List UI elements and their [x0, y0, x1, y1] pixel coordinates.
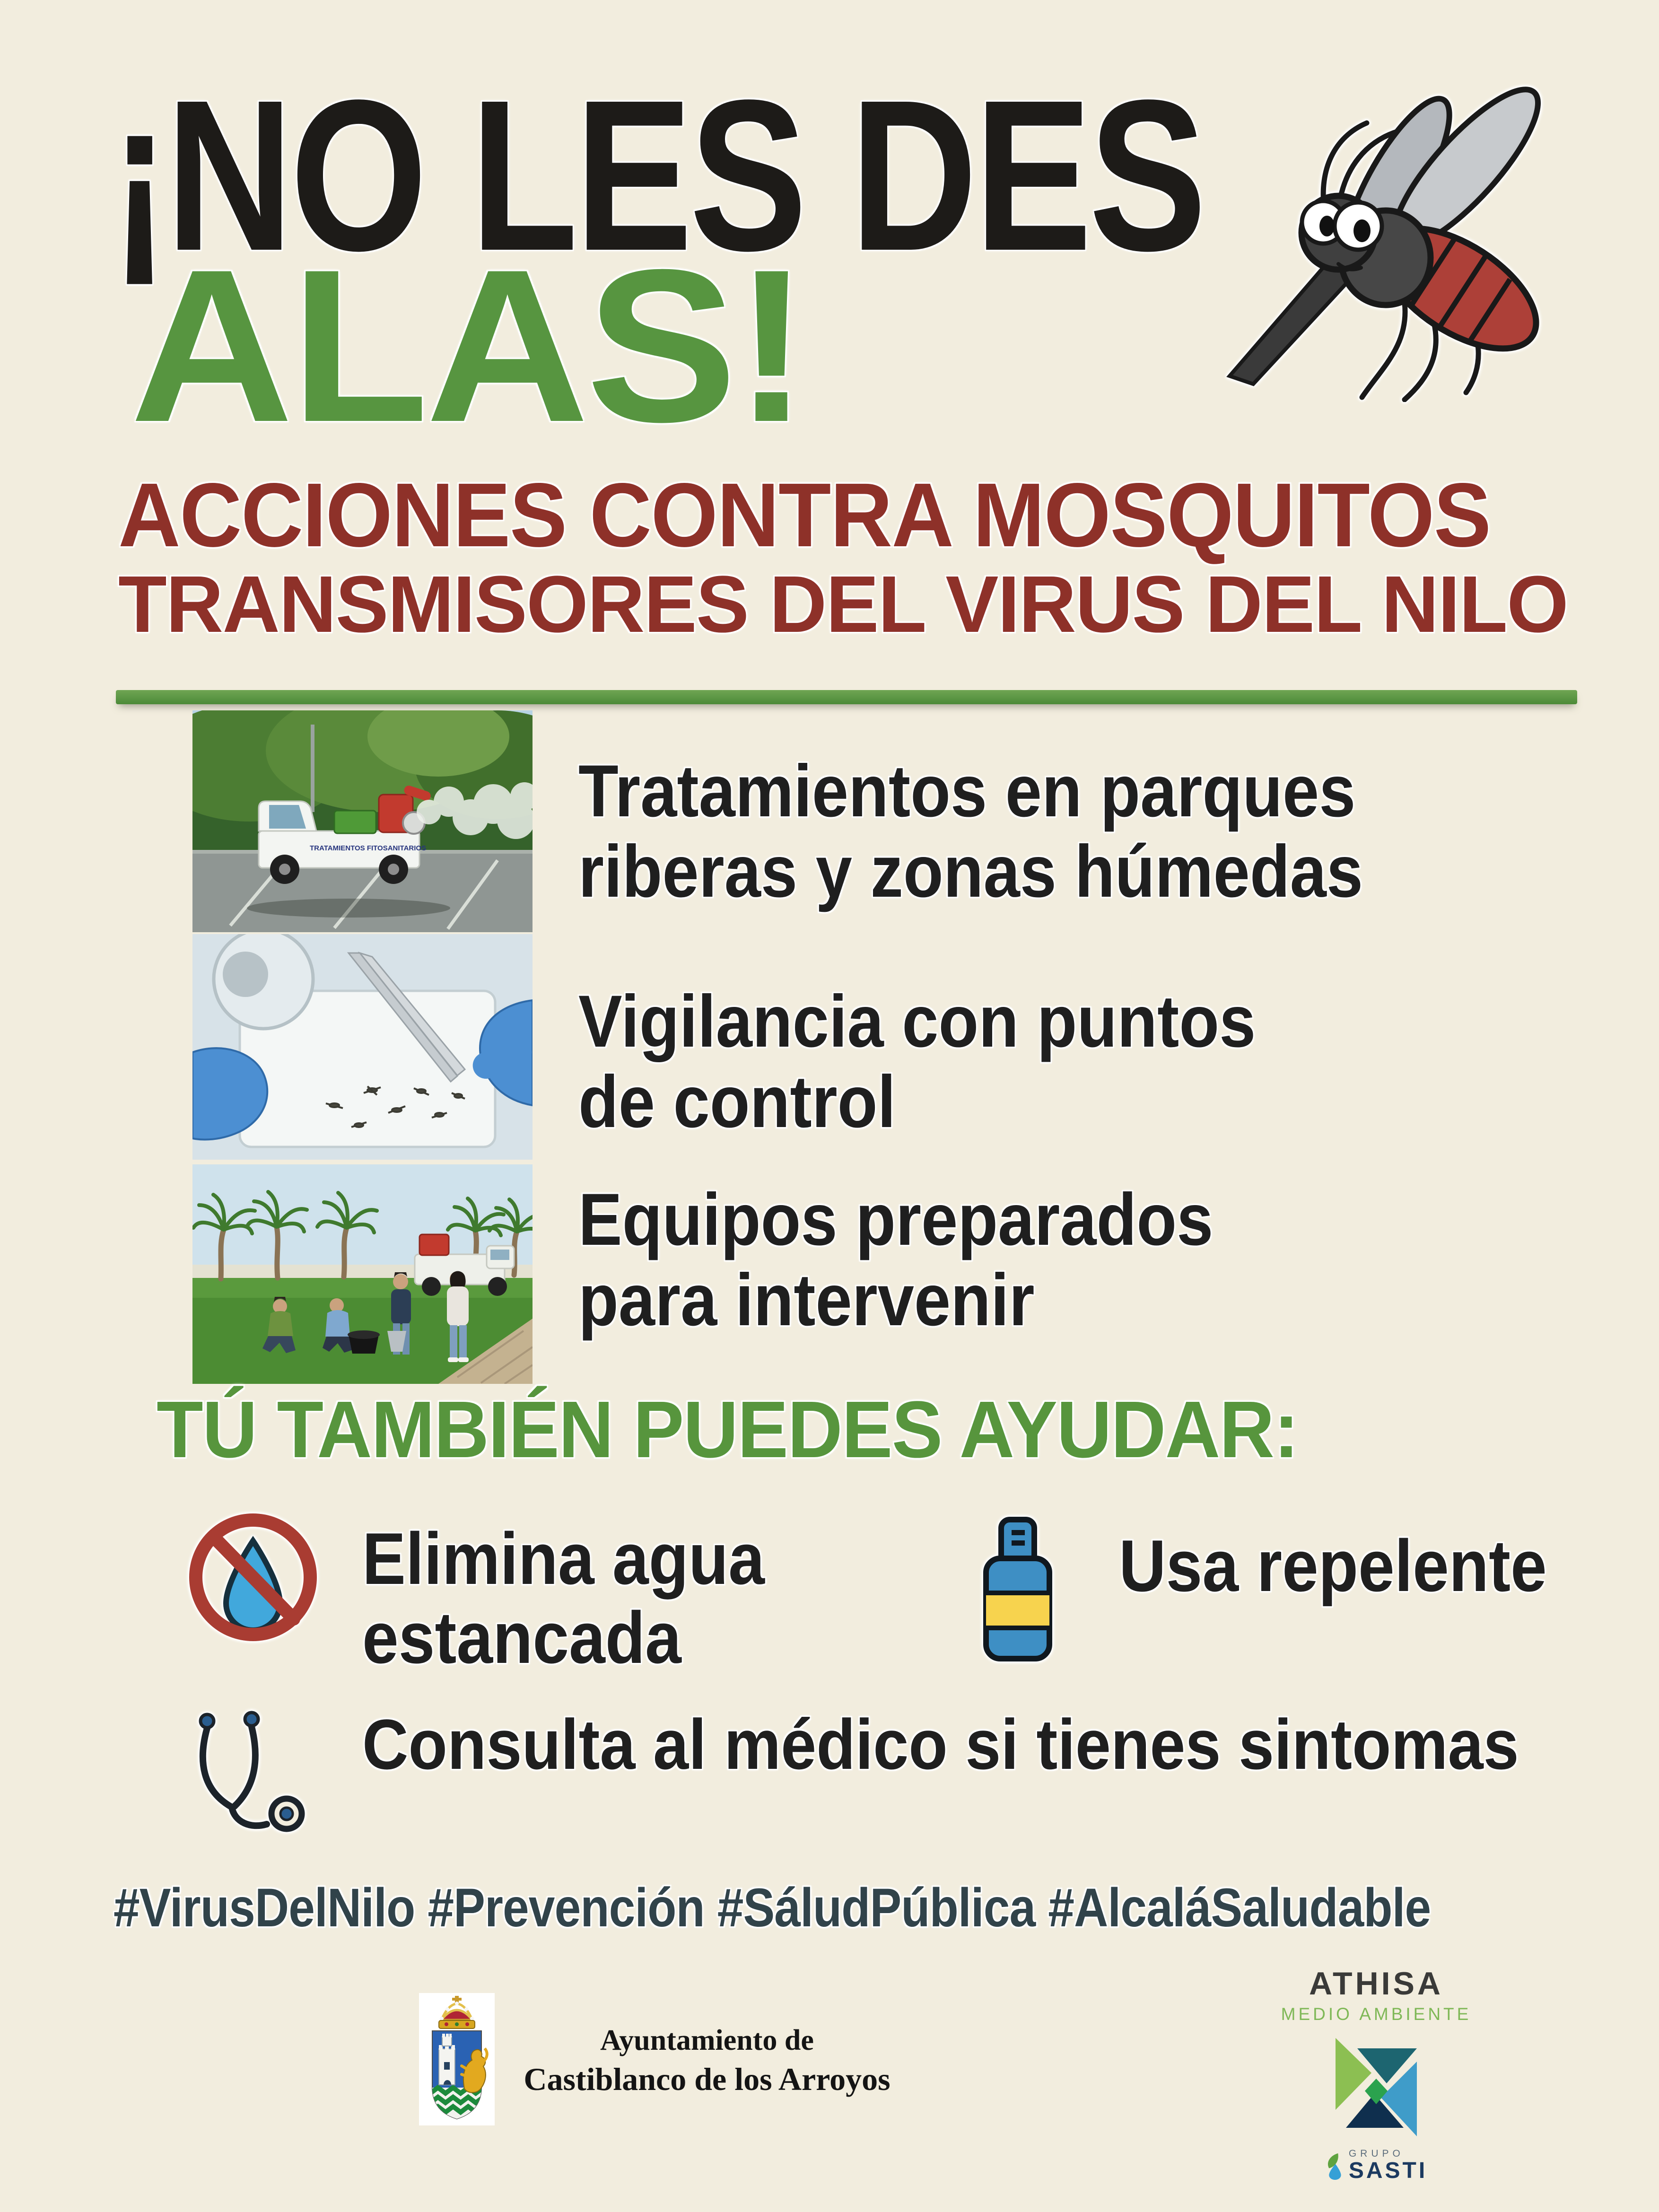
subtitle-line1-text: ACCIONES CONTRA MOSQUITOS	[118, 464, 1491, 566]
action-2-line2: de control	[578, 1061, 896, 1143]
athisa-tagline: MEDIO AMBIENTE	[1281, 2004, 1472, 2024]
no-standing-water-icon	[185, 1510, 321, 1645]
sasti-leaf-drop-icon	[1325, 2152, 1344, 2180]
help-2-line1: Usa repelente	[1119, 1525, 1547, 1607]
lab-inspection-scene	[192, 934, 533, 1160]
help-item-1-label	[362, 1518, 814, 1679]
athisa-logo-icon	[1329, 2035, 1423, 2139]
action-1-line2: riberas y zonas húmedas	[578, 831, 1363, 913]
action-text-1	[578, 750, 1460, 915]
athisa-triangles-logo	[1277, 2035, 1476, 2139]
action-3-line1: Equipos preparados	[578, 1179, 1214, 1261]
subtitle-line2	[118, 558, 1582, 651]
help-1-line2: estancada	[362, 1597, 681, 1679]
action-2-line1: Vigilancia con puntos	[578, 980, 1256, 1063]
field-team-scene	[192, 1164, 533, 1384]
sasti-group-label: GRUPO	[1348, 2148, 1404, 2159]
action-3-line2: para intervenir	[578, 1259, 1035, 1341]
spraying-truck-scene	[192, 710, 533, 932]
hashtags	[114, 1877, 1628, 1939]
coat-of-arms	[419, 1993, 495, 2125]
municipality-credit	[492, 2022, 922, 2099]
municipality-line2: Castiblanco de los Arroyos	[524, 2061, 891, 2097]
athisa-logo-block	[1277, 1967, 1476, 2184]
green-divider	[116, 690, 1577, 704]
title-line2-text: ALAS!	[130, 225, 807, 467]
help-heading-text: TÚ TAMBIÉN PUEDES AYUDAR:	[157, 1385, 1299, 1475]
athisa-name: ATHISA	[1309, 1966, 1444, 2002]
grupo-sasti-logo	[1277, 2149, 1476, 2184]
mosquito-icon	[1182, 66, 1580, 402]
help-1-line1: Elimina agua	[362, 1518, 765, 1600]
subtitle-line1	[118, 463, 1563, 567]
action-text-2	[578, 980, 1339, 1145]
repellent-bottle-icon	[977, 1513, 1059, 1664]
action-text-3	[578, 1179, 1292, 1344]
photo-field-team	[192, 1164, 533, 1384]
hashtags-text: #VirusDelNilo #Prevención #SáludPública #AlcaláSaludable	[114, 1878, 1431, 1938]
stethoscope-icon	[179, 1705, 335, 1836]
help-item-3-label	[362, 1704, 1647, 1785]
title-line1-text: ¡NO LES DES	[110, 55, 1204, 296]
sasti-name: SASTI	[1348, 2158, 1428, 2183]
photo-lab-mosquito-inspection	[192, 934, 533, 1160]
action-1-line1: Tratamientos en parques	[578, 750, 1356, 832]
help-3-line1: Consulta al médico si tienes sintomas	[362, 1705, 1519, 1784]
photo-spraying-truck	[192, 710, 533, 932]
poster-title-line2	[130, 221, 807, 471]
subtitle-line2-text: TRANSMISORES DEL VIRUS DEL NILO	[118, 560, 1568, 649]
truck-side-text: TRATAMIENTOS FITOSANITARIOS	[310, 844, 427, 852]
municipality-line1: Ayuntamiento de	[600, 2024, 814, 2056]
mosquito-illustration	[1182, 66, 1580, 402]
help-heading	[157, 1383, 1358, 1476]
castiblanco-shield-icon	[419, 1993, 495, 2125]
help-item-2-label	[1119, 1524, 1600, 1608]
